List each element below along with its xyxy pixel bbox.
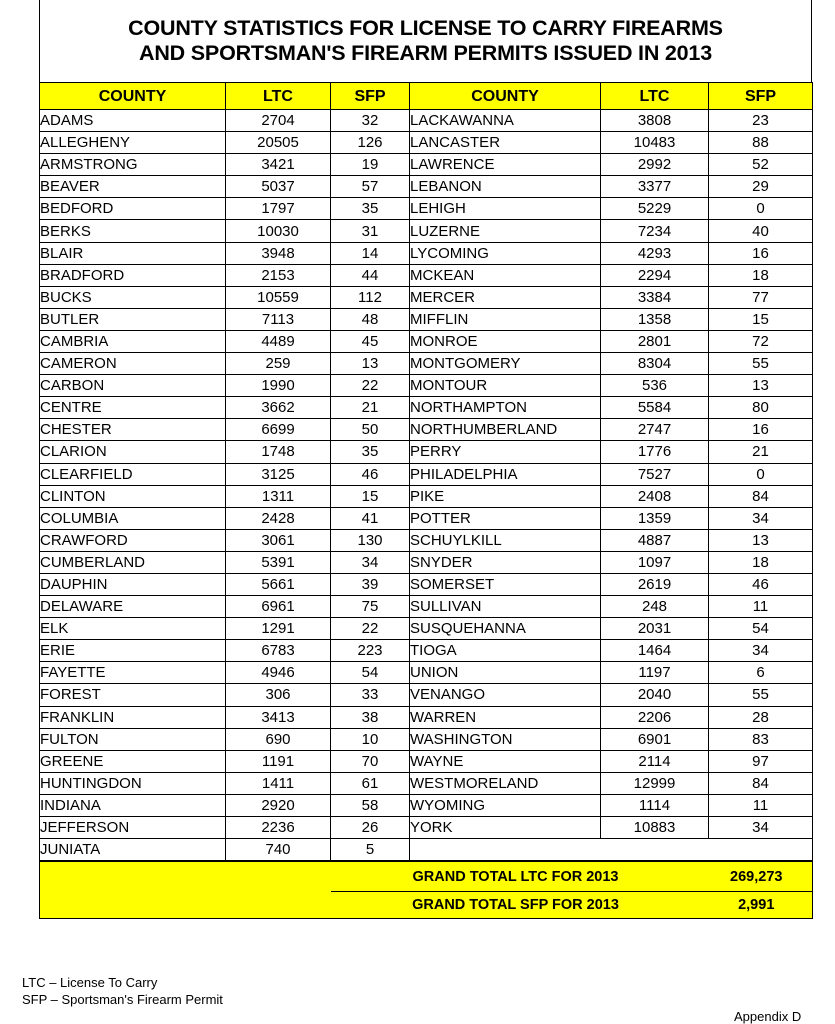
left-sfp-cell: 13 — [331, 353, 410, 375]
left-ltc-cell: 690 — [226, 728, 331, 750]
left-ltc-cell: 3948 — [226, 242, 331, 264]
left-county-cell: BUTLER — [40, 308, 226, 330]
right-ltc-cell: 2619 — [601, 573, 709, 595]
header-county-left: COUNTY — [40, 83, 226, 110]
left-county-cell: BEAVER — [40, 176, 226, 198]
left-ltc-cell: 1311 — [226, 485, 331, 507]
right-county-cell: MONTOUR — [410, 375, 601, 397]
right-sfp-cell: 83 — [709, 728, 813, 750]
totals-table — [39, 861, 813, 919]
right-county-cell: MONROE — [410, 330, 601, 352]
right-ltc-cell: 2801 — [601, 330, 709, 352]
left-county-cell: ARMSTRONG — [40, 154, 226, 176]
left-county-cell: CRAWFORD — [40, 529, 226, 551]
left-county-cell: CLEARFIELD — [40, 463, 226, 485]
table-row — [40, 618, 813, 640]
appendix-label: Appendix D — [734, 1009, 802, 1024]
right-county-cell: NORTHAMPTON — [410, 397, 601, 419]
left-sfp-cell: 19 — [331, 154, 410, 176]
right-ltc-cell: 12999 — [601, 772, 709, 794]
left-sfp-cell: 10 — [331, 728, 410, 750]
totals-spacer — [226, 892, 331, 919]
right-sfp-cell: 34 — [709, 507, 813, 529]
right-county-cell: POTTER — [410, 507, 601, 529]
left-sfp-cell: 22 — [331, 618, 410, 640]
right-sfp-cell: 11 — [709, 794, 813, 816]
left-county-cell: FAYETTE — [40, 662, 226, 684]
right-sfp-cell: 55 — [709, 353, 813, 375]
left-sfp-cell: 130 — [331, 529, 410, 551]
right-county-cell: TIOGA — [410, 640, 601, 662]
table-row — [40, 728, 813, 750]
left-sfp-cell: 48 — [331, 308, 410, 330]
right-ltc-cell: 4293 — [601, 242, 709, 264]
left-county-cell: ALLEGHENY — [40, 132, 226, 154]
right-ltc-cell: 1097 — [601, 551, 709, 573]
right-ltc-cell: 3808 — [601, 110, 709, 132]
total-ltc-row — [40, 862, 813, 892]
right-county-cell: SCHUYLKILL — [410, 529, 601, 551]
table-row — [40, 308, 813, 330]
header-ltc-left: LTC — [226, 83, 331, 110]
left-ltc-cell: 3125 — [226, 463, 331, 485]
left-sfp-cell: 57 — [331, 176, 410, 198]
left-sfp-cell: 45 — [331, 330, 410, 352]
legend-sfp: SFP – Sportsman's Firearm Permit — [22, 991, 223, 1007]
right-ltc-cell: 2206 — [601, 706, 709, 728]
right-county-cell: LUZERNE — [410, 220, 601, 242]
right-empty-cell — [601, 839, 709, 861]
left-ltc-cell: 5037 — [226, 176, 331, 198]
table-row — [40, 463, 813, 485]
title-line-2: AND SPORTSMAN'S FIREARM PERMITS ISSUED IN 2013 — [139, 41, 712, 65]
right-ltc-cell: 7527 — [601, 463, 709, 485]
left-sfp-cell: 70 — [331, 750, 410, 772]
left-ltc-cell: 20505 — [226, 132, 331, 154]
totals-spacer — [40, 892, 226, 919]
legend — [22, 975, 223, 1008]
right-county-cell: VENANGO — [410, 684, 601, 706]
title-box — [39, 0, 812, 82]
left-ltc-cell: 6783 — [226, 640, 331, 662]
right-county-cell: MIFFLIN — [410, 308, 601, 330]
right-sfp-cell: 6 — [709, 662, 813, 684]
left-county-cell: JUNIATA — [40, 839, 226, 861]
right-sfp-cell: 13 — [709, 375, 813, 397]
left-county-cell: CUMBERLAND — [40, 551, 226, 573]
left-sfp-cell: 31 — [331, 220, 410, 242]
table-row — [40, 772, 813, 794]
right-county-cell: SUSQUEHANNA — [410, 618, 601, 640]
right-county-cell: YORK — [410, 817, 601, 839]
left-county-cell: ERIE — [40, 640, 226, 662]
left-county-cell: FULTON — [40, 728, 226, 750]
left-county-cell: CHESTER — [40, 419, 226, 441]
right-ltc-cell: 1776 — [601, 441, 709, 463]
left-sfp-cell: 58 — [331, 794, 410, 816]
right-county-cell: WYOMING — [410, 794, 601, 816]
right-ltc-cell: 5584 — [601, 397, 709, 419]
table-row — [40, 573, 813, 595]
table-row — [40, 397, 813, 419]
left-ltc-cell: 2704 — [226, 110, 331, 132]
table-row — [40, 198, 813, 220]
right-county-cell: LAWRENCE — [410, 154, 601, 176]
left-ltc-cell: 3662 — [226, 397, 331, 419]
right-sfp-cell: 34 — [709, 640, 813, 662]
right-ltc-cell: 10483 — [601, 132, 709, 154]
right-empty-cell — [709, 839, 813, 861]
right-county-cell: SNYDER — [410, 551, 601, 573]
right-county-cell: SOMERSET — [410, 573, 601, 595]
left-county-cell: BRADFORD — [40, 264, 226, 286]
header-sfp-left: SFP — [331, 83, 410, 110]
right-ltc-cell: 5229 — [601, 198, 709, 220]
left-sfp-cell: 33 — [331, 684, 410, 706]
left-ltc-cell: 2153 — [226, 264, 331, 286]
table-row — [40, 529, 813, 551]
right-county-cell: MERCER — [410, 286, 601, 308]
left-county-cell: COLUMBIA — [40, 507, 226, 529]
right-sfp-cell: 28 — [709, 706, 813, 728]
right-ltc-cell: 2747 — [601, 419, 709, 441]
header-ltc-right: LTC — [601, 83, 709, 110]
left-ltc-cell: 306 — [226, 684, 331, 706]
left-county-cell: FOREST — [40, 684, 226, 706]
left-ltc-cell: 2236 — [226, 817, 331, 839]
totals-spacer — [40, 862, 226, 892]
left-ltc-cell: 6699 — [226, 419, 331, 441]
title-line-1: COUNTY STATISTICS FOR LICENSE TO CARRY FIREARMS — [128, 16, 723, 40]
right-ltc-cell: 248 — [601, 596, 709, 618]
table-row — [40, 750, 813, 772]
left-sfp-cell: 223 — [331, 640, 410, 662]
statistics-sheet — [39, 0, 812, 919]
right-sfp-cell: 29 — [709, 176, 813, 198]
left-county-cell: ELK — [40, 618, 226, 640]
left-ltc-cell: 2428 — [226, 507, 331, 529]
left-ltc-cell: 1291 — [226, 618, 331, 640]
left-ltc-cell: 1797 — [226, 198, 331, 220]
left-sfp-cell: 126 — [331, 132, 410, 154]
table-row — [40, 242, 813, 264]
left-ltc-cell: 6961 — [226, 596, 331, 618]
right-sfp-cell: 80 — [709, 397, 813, 419]
header-row — [40, 83, 813, 110]
left-ltc-cell: 5661 — [226, 573, 331, 595]
left-ltc-cell: 3421 — [226, 154, 331, 176]
left-ltc-cell: 1748 — [226, 441, 331, 463]
right-county-cell: PIKE — [410, 485, 601, 507]
right-county-cell: UNION — [410, 662, 601, 684]
left-ltc-cell: 2920 — [226, 794, 331, 816]
left-county-cell: BUCKS — [40, 286, 226, 308]
table-row — [40, 375, 813, 397]
total-sfp-value: 2,991 — [701, 892, 813, 919]
right-sfp-cell: 40 — [709, 220, 813, 242]
right-county-cell: PERRY — [410, 441, 601, 463]
total-sfp-row — [40, 892, 813, 919]
right-sfp-cell: 77 — [709, 286, 813, 308]
right-sfp-cell: 55 — [709, 684, 813, 706]
left-county-cell: CAMBRIA — [40, 330, 226, 352]
right-ltc-cell: 4887 — [601, 529, 709, 551]
left-sfp-cell: 26 — [331, 817, 410, 839]
left-county-cell: INDIANA — [40, 794, 226, 816]
right-sfp-cell: 72 — [709, 330, 813, 352]
right-sfp-cell: 18 — [709, 551, 813, 573]
right-sfp-cell: 16 — [709, 242, 813, 264]
right-sfp-cell: 11 — [709, 596, 813, 618]
left-county-cell: BERKS — [40, 220, 226, 242]
left-ltc-cell: 7113 — [226, 308, 331, 330]
right-ltc-cell: 1359 — [601, 507, 709, 529]
left-county-cell: ADAMS — [40, 110, 226, 132]
right-county-cell: WASHINGTON — [410, 728, 601, 750]
right-county-cell: LACKAWANNA — [410, 110, 601, 132]
right-ltc-cell: 2992 — [601, 154, 709, 176]
left-county-cell: HUNTINGDON — [40, 772, 226, 794]
left-ltc-cell: 3061 — [226, 529, 331, 551]
left-ltc-cell: 4489 — [226, 330, 331, 352]
table-row — [40, 551, 813, 573]
right-county-cell: NORTHUMBERLAND — [410, 419, 601, 441]
left-sfp-cell: 75 — [331, 596, 410, 618]
right-sfp-cell: 46 — [709, 573, 813, 595]
right-county-cell: LYCOMING — [410, 242, 601, 264]
right-ltc-cell: 1464 — [601, 640, 709, 662]
right-county-cell: MCKEAN — [410, 264, 601, 286]
right-county-cell: WESTMORELAND — [410, 772, 601, 794]
table-row — [40, 353, 813, 375]
right-ltc-cell: 1114 — [601, 794, 709, 816]
right-sfp-cell: 13 — [709, 529, 813, 551]
right-ltc-cell: 3384 — [601, 286, 709, 308]
left-ltc-cell: 10559 — [226, 286, 331, 308]
county-table — [39, 82, 813, 861]
left-county-cell: CARBON — [40, 375, 226, 397]
left-county-cell: DELAWARE — [40, 596, 226, 618]
right-sfp-cell: 54 — [709, 618, 813, 640]
left-sfp-cell: 32 — [331, 110, 410, 132]
right-county-cell: MONTGOMERY — [410, 353, 601, 375]
header-sfp-right: SFP — [709, 83, 813, 110]
right-sfp-cell: 23 — [709, 110, 813, 132]
right-county-cell: PHILADELPHIA — [410, 463, 601, 485]
table-row — [40, 640, 813, 662]
left-ltc-cell: 4946 — [226, 662, 331, 684]
left-county-cell: CLINTON — [40, 485, 226, 507]
table-row — [40, 176, 813, 198]
table-row — [40, 264, 813, 286]
table-row — [40, 507, 813, 529]
left-sfp-cell: 46 — [331, 463, 410, 485]
right-county-cell: WAYNE — [410, 750, 601, 772]
total-ltc-label: GRAND TOTAL LTC FOR 2013 — [331, 862, 701, 892]
right-ltc-cell: 2294 — [601, 264, 709, 286]
table-row — [40, 154, 813, 176]
total-sfp-label: GRAND TOTAL SFP FOR 2013 — [331, 892, 701, 919]
table-row — [40, 110, 813, 132]
right-sfp-cell: 84 — [709, 485, 813, 507]
table-row — [40, 662, 813, 684]
left-county-cell: BEDFORD — [40, 198, 226, 220]
left-sfp-cell: 61 — [331, 772, 410, 794]
left-sfp-cell: 54 — [331, 662, 410, 684]
table-row — [40, 330, 813, 352]
left-ltc-cell: 3413 — [226, 706, 331, 728]
right-sfp-cell: 84 — [709, 772, 813, 794]
right-county-cell: LANCASTER — [410, 132, 601, 154]
right-ltc-cell: 2040 — [601, 684, 709, 706]
right-sfp-cell: 21 — [709, 441, 813, 463]
left-sfp-cell: 44 — [331, 264, 410, 286]
left-county-cell: CENTRE — [40, 397, 226, 419]
right-ltc-cell: 1197 — [601, 662, 709, 684]
left-ltc-cell: 1990 — [226, 375, 331, 397]
table-row — [40, 286, 813, 308]
table-row — [40, 419, 813, 441]
table-row — [40, 485, 813, 507]
right-ltc-cell: 3377 — [601, 176, 709, 198]
right-sfp-cell: 15 — [709, 308, 813, 330]
right-ltc-cell: 2408 — [601, 485, 709, 507]
right-sfp-cell: 97 — [709, 750, 813, 772]
right-sfp-cell: 18 — [709, 264, 813, 286]
totals-spacer — [226, 862, 331, 892]
right-sfp-cell: 0 — [709, 463, 813, 485]
left-county-cell: DAUPHIN — [40, 573, 226, 595]
table-row — [40, 794, 813, 816]
right-sfp-cell: 34 — [709, 817, 813, 839]
right-county-cell: LEBANON — [410, 176, 601, 198]
left-county-cell: GREENE — [40, 750, 226, 772]
legend-ltc: LTC – License To Carry — [22, 975, 158, 990]
left-sfp-cell: 112 — [331, 286, 410, 308]
left-sfp-cell: 21 — [331, 397, 410, 419]
right-ltc-cell: 7234 — [601, 220, 709, 242]
right-county-cell: SULLIVAN — [410, 596, 601, 618]
right-county-cell: WARREN — [410, 706, 601, 728]
left-sfp-cell: 35 — [331, 441, 410, 463]
left-ltc-cell: 10030 — [226, 220, 331, 242]
table-row — [40, 220, 813, 242]
header-county-right: COUNTY — [410, 83, 601, 110]
right-sfp-cell: 52 — [709, 154, 813, 176]
table-body — [40, 110, 813, 861]
left-ltc-cell: 1191 — [226, 750, 331, 772]
table-row — [40, 132, 813, 154]
left-sfp-cell: 5 — [331, 839, 410, 861]
right-county-cell: LEHIGH — [410, 198, 601, 220]
table-row — [40, 596, 813, 618]
right-empty-cell — [410, 839, 601, 861]
left-ltc-cell: 259 — [226, 353, 331, 375]
table-row — [40, 839, 813, 861]
table-row — [40, 817, 813, 839]
left-county-cell: JEFFERSON — [40, 817, 226, 839]
left-sfp-cell: 50 — [331, 419, 410, 441]
left-sfp-cell: 15 — [331, 485, 410, 507]
left-ltc-cell: 1411 — [226, 772, 331, 794]
right-ltc-cell: 6901 — [601, 728, 709, 750]
right-sfp-cell: 0 — [709, 198, 813, 220]
right-sfp-cell: 88 — [709, 132, 813, 154]
left-sfp-cell: 22 — [331, 375, 410, 397]
right-ltc-cell: 2114 — [601, 750, 709, 772]
left-county-cell: BLAIR — [40, 242, 226, 264]
right-sfp-cell: 16 — [709, 419, 813, 441]
table-row — [40, 441, 813, 463]
left-sfp-cell: 39 — [331, 573, 410, 595]
table-row — [40, 684, 813, 706]
left-sfp-cell: 41 — [331, 507, 410, 529]
right-ltc-cell: 8304 — [601, 353, 709, 375]
right-ltc-cell: 1358 — [601, 308, 709, 330]
total-ltc-value: 269,273 — [701, 862, 813, 892]
table-row — [40, 706, 813, 728]
left-ltc-cell: 740 — [226, 839, 331, 861]
left-county-cell: CLARION — [40, 441, 226, 463]
left-sfp-cell: 14 — [331, 242, 410, 264]
left-sfp-cell: 38 — [331, 706, 410, 728]
left-sfp-cell: 35 — [331, 198, 410, 220]
left-ltc-cell: 5391 — [226, 551, 331, 573]
left-county-cell: CAMERON — [40, 353, 226, 375]
left-county-cell: FRANKLIN — [40, 706, 226, 728]
right-ltc-cell: 536 — [601, 375, 709, 397]
right-ltc-cell: 2031 — [601, 618, 709, 640]
right-ltc-cell: 10883 — [601, 817, 709, 839]
left-sfp-cell: 34 — [331, 551, 410, 573]
